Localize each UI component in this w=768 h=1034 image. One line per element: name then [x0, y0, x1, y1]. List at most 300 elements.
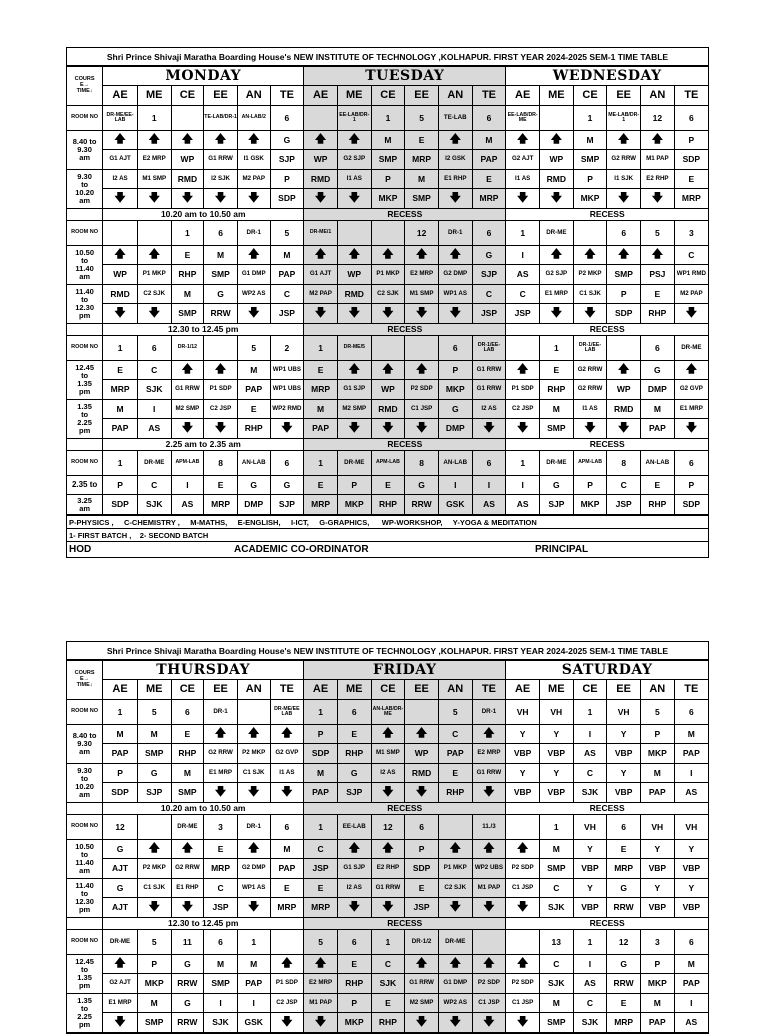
period-cell: SJP [540, 495, 574, 515]
period-cell: SJK [204, 1013, 238, 1033]
time-slot [67, 955, 103, 994]
period-cell: G [607, 879, 641, 898]
period-cell: VBP [674, 898, 708, 918]
period-cell: M [304, 400, 338, 419]
arrow-up-icon: 🡅 [506, 840, 540, 859]
period-cell: Y [539, 725, 573, 744]
course-header: CE [371, 86, 405, 106]
room-cell: DR-ME [137, 451, 171, 476]
arrow-down-icon: 🡇 [438, 304, 472, 324]
period-cell: C2 SJK [371, 285, 405, 304]
recess-cell: 10.20 am to 10.50 am [103, 209, 304, 221]
period-cell: C2 SJK [137, 285, 171, 304]
time-line: pm [78, 904, 91, 914]
period-cell: M [573, 131, 607, 150]
period-cell: P [674, 476, 708, 495]
period-cell: MKP [573, 189, 607, 209]
time-line: 1.35 [77, 973, 92, 982]
period-cell: MRP [405, 150, 439, 170]
arrow-up-icon: 🡅 [438, 840, 472, 859]
room-cell: 1 [103, 336, 138, 361]
room-cell: DR-ME/5 [337, 336, 371, 361]
period-cell: M1 SMP [371, 744, 405, 764]
period-cell: WP [540, 150, 574, 170]
course-header: ME [137, 86, 171, 106]
recess-cell: RECESS [304, 918, 506, 930]
room-cell: AN-LAB/2 [237, 106, 270, 131]
arrow-up-icon: 🡅 [405, 955, 439, 974]
room-cell: DR-ME [540, 451, 574, 476]
course-header: CE [573, 680, 607, 700]
room-cell: 6 [137, 336, 171, 361]
period-cell: P [304, 725, 338, 744]
period-cell: P1 SDP [270, 974, 304, 994]
period-cell: G [337, 764, 371, 783]
room-cell: 1 [506, 221, 540, 246]
period-cell: E [371, 476, 405, 495]
period-cell: VBP [506, 783, 540, 803]
period-cell: RRW [204, 304, 238, 324]
period-cell: E [337, 725, 371, 744]
room-cell: 1 [304, 700, 338, 725]
period-cell: JSP [204, 898, 238, 918]
period-cell: VBP [573, 859, 607, 879]
course-header: AN [641, 86, 675, 106]
arrow-down-icon: 🡇 [641, 189, 675, 209]
arrow-down-icon: 🡇 [137, 189, 171, 209]
period-cell: WP [607, 380, 641, 400]
room-cell: 6 [171, 700, 204, 725]
period-cell: G1 SJP [337, 859, 371, 879]
period-cell: C [674, 246, 708, 265]
arrow-down-icon: 🡇 [171, 898, 204, 918]
period-cell: SMP [171, 783, 204, 803]
arrow-down-icon: 🡇 [204, 783, 238, 803]
arrow-down-icon: 🡇 [371, 419, 405, 439]
room-cell: EE-LAB [337, 815, 371, 840]
period-cell: G2 SJP [540, 265, 574, 285]
room-cell: APM-LAB [573, 451, 607, 476]
period-cell: E [438, 764, 472, 783]
period-cell: G [103, 879, 138, 898]
arrow-down-icon: 🡇 [304, 304, 338, 324]
period-cell: RHP [371, 1013, 405, 1033]
period-cell: I [204, 994, 238, 1013]
period-cell: WP1 AS [237, 879, 270, 898]
period-cell: SMP [204, 974, 238, 994]
label-time: TIME↓ [76, 681, 93, 688]
period-cell: G2 AJT [103, 974, 138, 994]
period-cell: JSP [405, 898, 439, 918]
arrow-down-icon: 🡇 [472, 1013, 506, 1033]
arrow-down-icon: 🡇 [270, 1013, 304, 1033]
period-cell: MRP [204, 495, 238, 515]
period-cell: G [540, 476, 574, 495]
period-cell: PAP [270, 859, 304, 879]
room-cell: 1 [304, 815, 338, 840]
arrow-up-icon: 🡅 [204, 361, 238, 380]
arrow-up-icon: 🡅 [270, 955, 304, 974]
room-cell: 6 [337, 700, 371, 725]
period-cell: SMP [540, 419, 574, 439]
room-cell: 6 [270, 106, 304, 131]
timetable-grid-2 [67, 660, 708, 1033]
day-header: WEDNESDAY [506, 67, 708, 86]
period-cell: M2 PAP [674, 285, 708, 304]
period-cell: E1 MRP [103, 994, 138, 1013]
period-cell: G [137, 764, 171, 783]
time-line: 11.40 [75, 881, 94, 891]
room-cell: 6 [674, 451, 708, 476]
room-cell: DR-ME [540, 221, 574, 246]
arrow-up-icon: 🡅 [337, 840, 371, 859]
period-cell: WP [103, 265, 138, 285]
label-cours: COURS [74, 76, 95, 83]
time-line: 12.30 [75, 303, 94, 312]
arrow-up-icon: 🡅 [137, 840, 171, 859]
day-header: MONDAY [103, 67, 304, 86]
room-cell: 6 [472, 451, 506, 476]
period-cell: PAP [237, 974, 270, 994]
period-cell: G1 AJT [103, 150, 138, 170]
period-cell: G [405, 476, 439, 495]
arrow-up-icon: 🡅 [540, 131, 574, 150]
period-cell: E [472, 170, 506, 189]
course-header: TE [270, 680, 304, 700]
arrow-down-icon: 🡇 [506, 189, 540, 209]
course-header: AE [103, 680, 138, 700]
period-cell: P [337, 994, 371, 1013]
room-cell: 5 [640, 700, 674, 725]
arrow-up-icon: 🡅 [674, 361, 708, 380]
room-cell: 1 [371, 106, 405, 131]
period-cell: I1 AS [270, 764, 304, 783]
period-cell: I2 AS [337, 879, 371, 898]
time-line: 11.40 [75, 858, 94, 867]
arrow-up-icon: 🡅 [304, 246, 338, 265]
period-cell: M1 PAP [472, 879, 506, 898]
period-cell: G1 RRW [405, 974, 439, 994]
room-no-label: ROOM NO [67, 700, 103, 725]
room-cell: 1 [506, 451, 540, 476]
period-cell: PAP [674, 744, 708, 764]
room-cell: 1 [137, 106, 171, 131]
room-cell: DR-1/2 [405, 930, 439, 955]
time-line: to [81, 256, 89, 266]
period-cell: MRP [204, 859, 238, 879]
period-cell: AJT [103, 898, 138, 918]
recess-cell: 12.30 to 12.45 pm [103, 918, 304, 930]
arrow-up-icon: 🡅 [237, 246, 270, 265]
course-time-label [67, 661, 103, 700]
period-cell: C [472, 285, 506, 304]
room-cell: 1 [573, 930, 607, 955]
period-cell: PSJ [641, 265, 675, 285]
arrow-down-icon: 🡇 [371, 304, 405, 324]
period-cell: SMP [539, 1013, 573, 1033]
period-cell: SJK [573, 1013, 607, 1033]
room-cell: 6 [607, 221, 641, 246]
room-cell: 3 [674, 221, 708, 246]
room-cell [237, 700, 270, 725]
arrow-up-icon: 🡅 [103, 955, 138, 974]
room-cell: 1 [573, 106, 607, 131]
time-line: to [81, 295, 89, 305]
period-cell: C [539, 955, 573, 974]
period-cell: DMP [438, 419, 472, 439]
period-cell: WP2 RMD [270, 400, 304, 419]
recess-time-blank [67, 209, 103, 221]
period-cell: C [371, 955, 405, 974]
period-cell: WP1 UBS [270, 361, 304, 380]
period-cell: M [472, 131, 506, 150]
period-cell: E [304, 361, 338, 380]
period-cell: P [438, 361, 472, 380]
period-cell: M2 PAP [304, 285, 338, 304]
period-cell: C1 SJK [237, 764, 270, 783]
recess-cell: RECESS [304, 209, 506, 221]
room-cell: VH [506, 700, 540, 725]
period-cell: E2 MRP [472, 744, 506, 764]
period-cell: P [674, 131, 708, 150]
arrow-down-icon: 🡇 [337, 304, 371, 324]
period-cell: M2 SMP [171, 400, 204, 419]
period-cell: E [270, 879, 304, 898]
period-cell: M [539, 994, 573, 1013]
period-cell: VBP [539, 744, 573, 764]
arrow-down-icon: 🡇 [607, 419, 641, 439]
room-cell [171, 106, 204, 131]
room-cell: 12 [405, 221, 439, 246]
room-no-label: ROOM NO [67, 930, 103, 955]
course-header: EE [204, 680, 238, 700]
room-cell [405, 336, 439, 361]
arrow-up-icon: 🡅 [337, 361, 371, 380]
period-cell: M [640, 994, 674, 1013]
period-cell: RHP [540, 380, 574, 400]
arrow-down-icon: 🡇 [103, 304, 138, 324]
time-line: 2.25 [77, 418, 92, 427]
recess-cell: RECESS [506, 324, 708, 336]
page-title-2: Shri Prince Shivaji Maratha Boarding House's NEW INSTITUTE OF TECHNOLOGY ,KOLHAPUR. FIRST YEAR 2024-2025 SEM-1 TIME TABLE [67, 642, 708, 660]
time-slot [67, 246, 103, 285]
period-cell: RHP [171, 265, 204, 285]
arrow-up-icon: 🡅 [472, 955, 506, 974]
period-cell: I1 SJK [607, 170, 641, 189]
arrow-down-icon: 🡇 [270, 783, 304, 803]
room-cell: 1 [237, 930, 270, 955]
time-line: to [81, 889, 89, 899]
course-header: TE [472, 86, 506, 106]
period-cell: P1 MKP [137, 265, 171, 285]
arrow-up-icon: 🡅 [472, 840, 506, 859]
time-line: 8.40 to [72, 137, 97, 147]
period-cell: AS [573, 744, 607, 764]
period-cell: I1 AS [573, 400, 607, 419]
period-cell: I [137, 400, 171, 419]
period-cell: C [137, 476, 171, 495]
time-line: am [79, 865, 91, 875]
period-cell: PAP [304, 419, 338, 439]
room-cell: 11 [171, 930, 204, 955]
period-cell: SDP [405, 859, 439, 879]
arrow-up-icon: 🡅 [472, 725, 506, 744]
period-cell: P [137, 955, 171, 974]
period-cell: RHP [171, 744, 204, 764]
room-cell: DR-1/12 [171, 336, 204, 361]
room-cell: 3 [640, 930, 674, 955]
period-cell: P [103, 476, 138, 495]
period-cell: P2 MKP [573, 265, 607, 285]
room-cell: 1 [103, 700, 138, 725]
period-cell: G2 SJP [337, 150, 371, 170]
arrow-up-icon: 🡅 [438, 246, 472, 265]
period-cell: G [204, 285, 238, 304]
period-cell: SMP [137, 744, 171, 764]
arrow-down-icon: 🡇 [137, 304, 171, 324]
period-cell: PAP [103, 419, 138, 439]
period-cell: WP2 AS [438, 994, 472, 1013]
time-line: 10.50 [75, 248, 94, 258]
period-cell: RHP [641, 495, 675, 515]
period-cell: E [304, 879, 338, 898]
time-line: 10.20 [75, 782, 94, 791]
period-cell: MKP [337, 1013, 371, 1033]
room-cell: EE-LAB/DR-1 [337, 106, 371, 131]
arrow-up-icon: 🡅 [405, 725, 439, 744]
arrow-up-icon: 🡅 [371, 361, 405, 380]
period-cell: VBP [674, 859, 708, 879]
period-cell: E [674, 170, 708, 189]
arrow-down-icon: 🡇 [405, 304, 439, 324]
period-cell: VBP [640, 859, 674, 879]
room-cell: 6 [405, 815, 439, 840]
period-cell: PAP [641, 419, 675, 439]
time-line: am [79, 746, 91, 756]
arrow-up-icon: 🡅 [573, 246, 607, 265]
period-cell: M [674, 955, 708, 974]
recess-cell: RECESS [304, 803, 506, 815]
room-cell [506, 336, 540, 361]
arrow-up-icon: 🡅 [304, 955, 338, 974]
period-cell: E [304, 476, 338, 495]
period-cell: GSK [237, 1013, 270, 1033]
period-cell: I2 GSK [438, 150, 472, 170]
period-cell: M [204, 955, 238, 974]
arrow-down-icon: 🡇 [237, 304, 270, 324]
period-cell: E1 MRP [204, 764, 238, 783]
period-cell: M [371, 131, 405, 150]
period-cell: C [607, 476, 641, 495]
period-cell: E [237, 400, 270, 419]
period-cell: SJP [270, 495, 304, 515]
subject-legend: P-PHYSICS , C-CHEMISTRY , M-MATHS, E-ENGLISH, I-ICT, G-GRAPHICS, WP-WORKSHOP, Y-YOGA & MEDITATION [67, 515, 708, 528]
period-cell: G2 RRW [573, 361, 607, 380]
period-cell: I2 SJK [204, 170, 238, 189]
time-line: 9.30 [77, 145, 92, 155]
period-cell: RHP [371, 495, 405, 515]
arrow-down-icon: 🡇 [204, 419, 238, 439]
period-cell: MKP [573, 495, 607, 515]
arrow-down-icon: 🡇 [438, 898, 472, 918]
period-cell: E [540, 361, 574, 380]
period-cell: P [573, 170, 607, 189]
period-cell: M [204, 246, 238, 265]
period-cell: AS [137, 419, 171, 439]
period-cell: PAP [438, 744, 472, 764]
arrow-up-icon: 🡅 [641, 131, 675, 150]
period-cell: G [171, 955, 204, 974]
arrow-up-icon: 🡅 [371, 840, 405, 859]
time-line: 8.40 to [72, 731, 97, 741]
period-cell: RMD [607, 400, 641, 419]
period-cell: PAP [674, 974, 708, 994]
period-cell: MKP [640, 974, 674, 994]
period-cell: M [540, 400, 574, 419]
period-cell: G2 DMP [237, 859, 270, 879]
course-header: AE [103, 86, 138, 106]
period-cell: WP [405, 744, 439, 764]
period-cell: G1 RRW [371, 879, 405, 898]
room-cell [137, 815, 171, 840]
room-cell: 5 [438, 700, 472, 725]
period-cell: E [171, 246, 204, 265]
period-cell: P1 SDP [204, 380, 238, 400]
time-line: pm [78, 425, 91, 435]
period-cell: E1 RHP [171, 879, 204, 898]
timetable-sheet-1 [66, 47, 709, 558]
period-cell: G2 GVP [270, 744, 304, 764]
time-line: to [81, 774, 89, 784]
period-cell: Y [607, 725, 641, 744]
period-cell: G2 RRW [607, 150, 641, 170]
period-cell: SJK [371, 974, 405, 994]
signature-hod: HOD [69, 544, 92, 555]
course-header: TE [674, 86, 708, 106]
course-header: AE [304, 680, 338, 700]
period-cell: MKP [137, 974, 171, 994]
room-cell: AN-LAB [438, 451, 472, 476]
recess-time-blank [67, 803, 103, 815]
room-no-label: ROOM NO [67, 336, 103, 361]
period-cell: JSP [607, 495, 641, 515]
period-cell: RHP [438, 783, 472, 803]
period-cell: E2 MRP [304, 974, 338, 994]
period-cell: SJK [539, 898, 573, 918]
period-cell: E [641, 285, 675, 304]
room-cell: AN-LAB [237, 451, 270, 476]
time-line: am [79, 152, 91, 162]
room-cell: 6 [204, 930, 238, 955]
arrow-down-icon: 🡇 [304, 189, 338, 209]
period-cell: RMD [103, 285, 138, 304]
period-cell: PAP [237, 380, 270, 400]
period-cell: I2 AS [472, 400, 506, 419]
arrow-down-icon: 🡇 [573, 304, 607, 324]
arrow-down-icon: 🡇 [506, 419, 540, 439]
arrow-down-icon: 🡇 [204, 189, 238, 209]
period-cell: SJK [137, 495, 171, 515]
period-cell: RRW [171, 1013, 204, 1033]
period-cell: MRP [472, 189, 506, 209]
period-cell: SDP [674, 495, 708, 515]
period-cell: E [607, 994, 641, 1013]
arrow-down-icon: 🡇 [103, 1013, 138, 1033]
course-header: AN [640, 680, 674, 700]
period-cell: G1 SJP [337, 380, 371, 400]
time-line: 3.25 [77, 495, 92, 505]
period-cell: E [607, 840, 641, 859]
